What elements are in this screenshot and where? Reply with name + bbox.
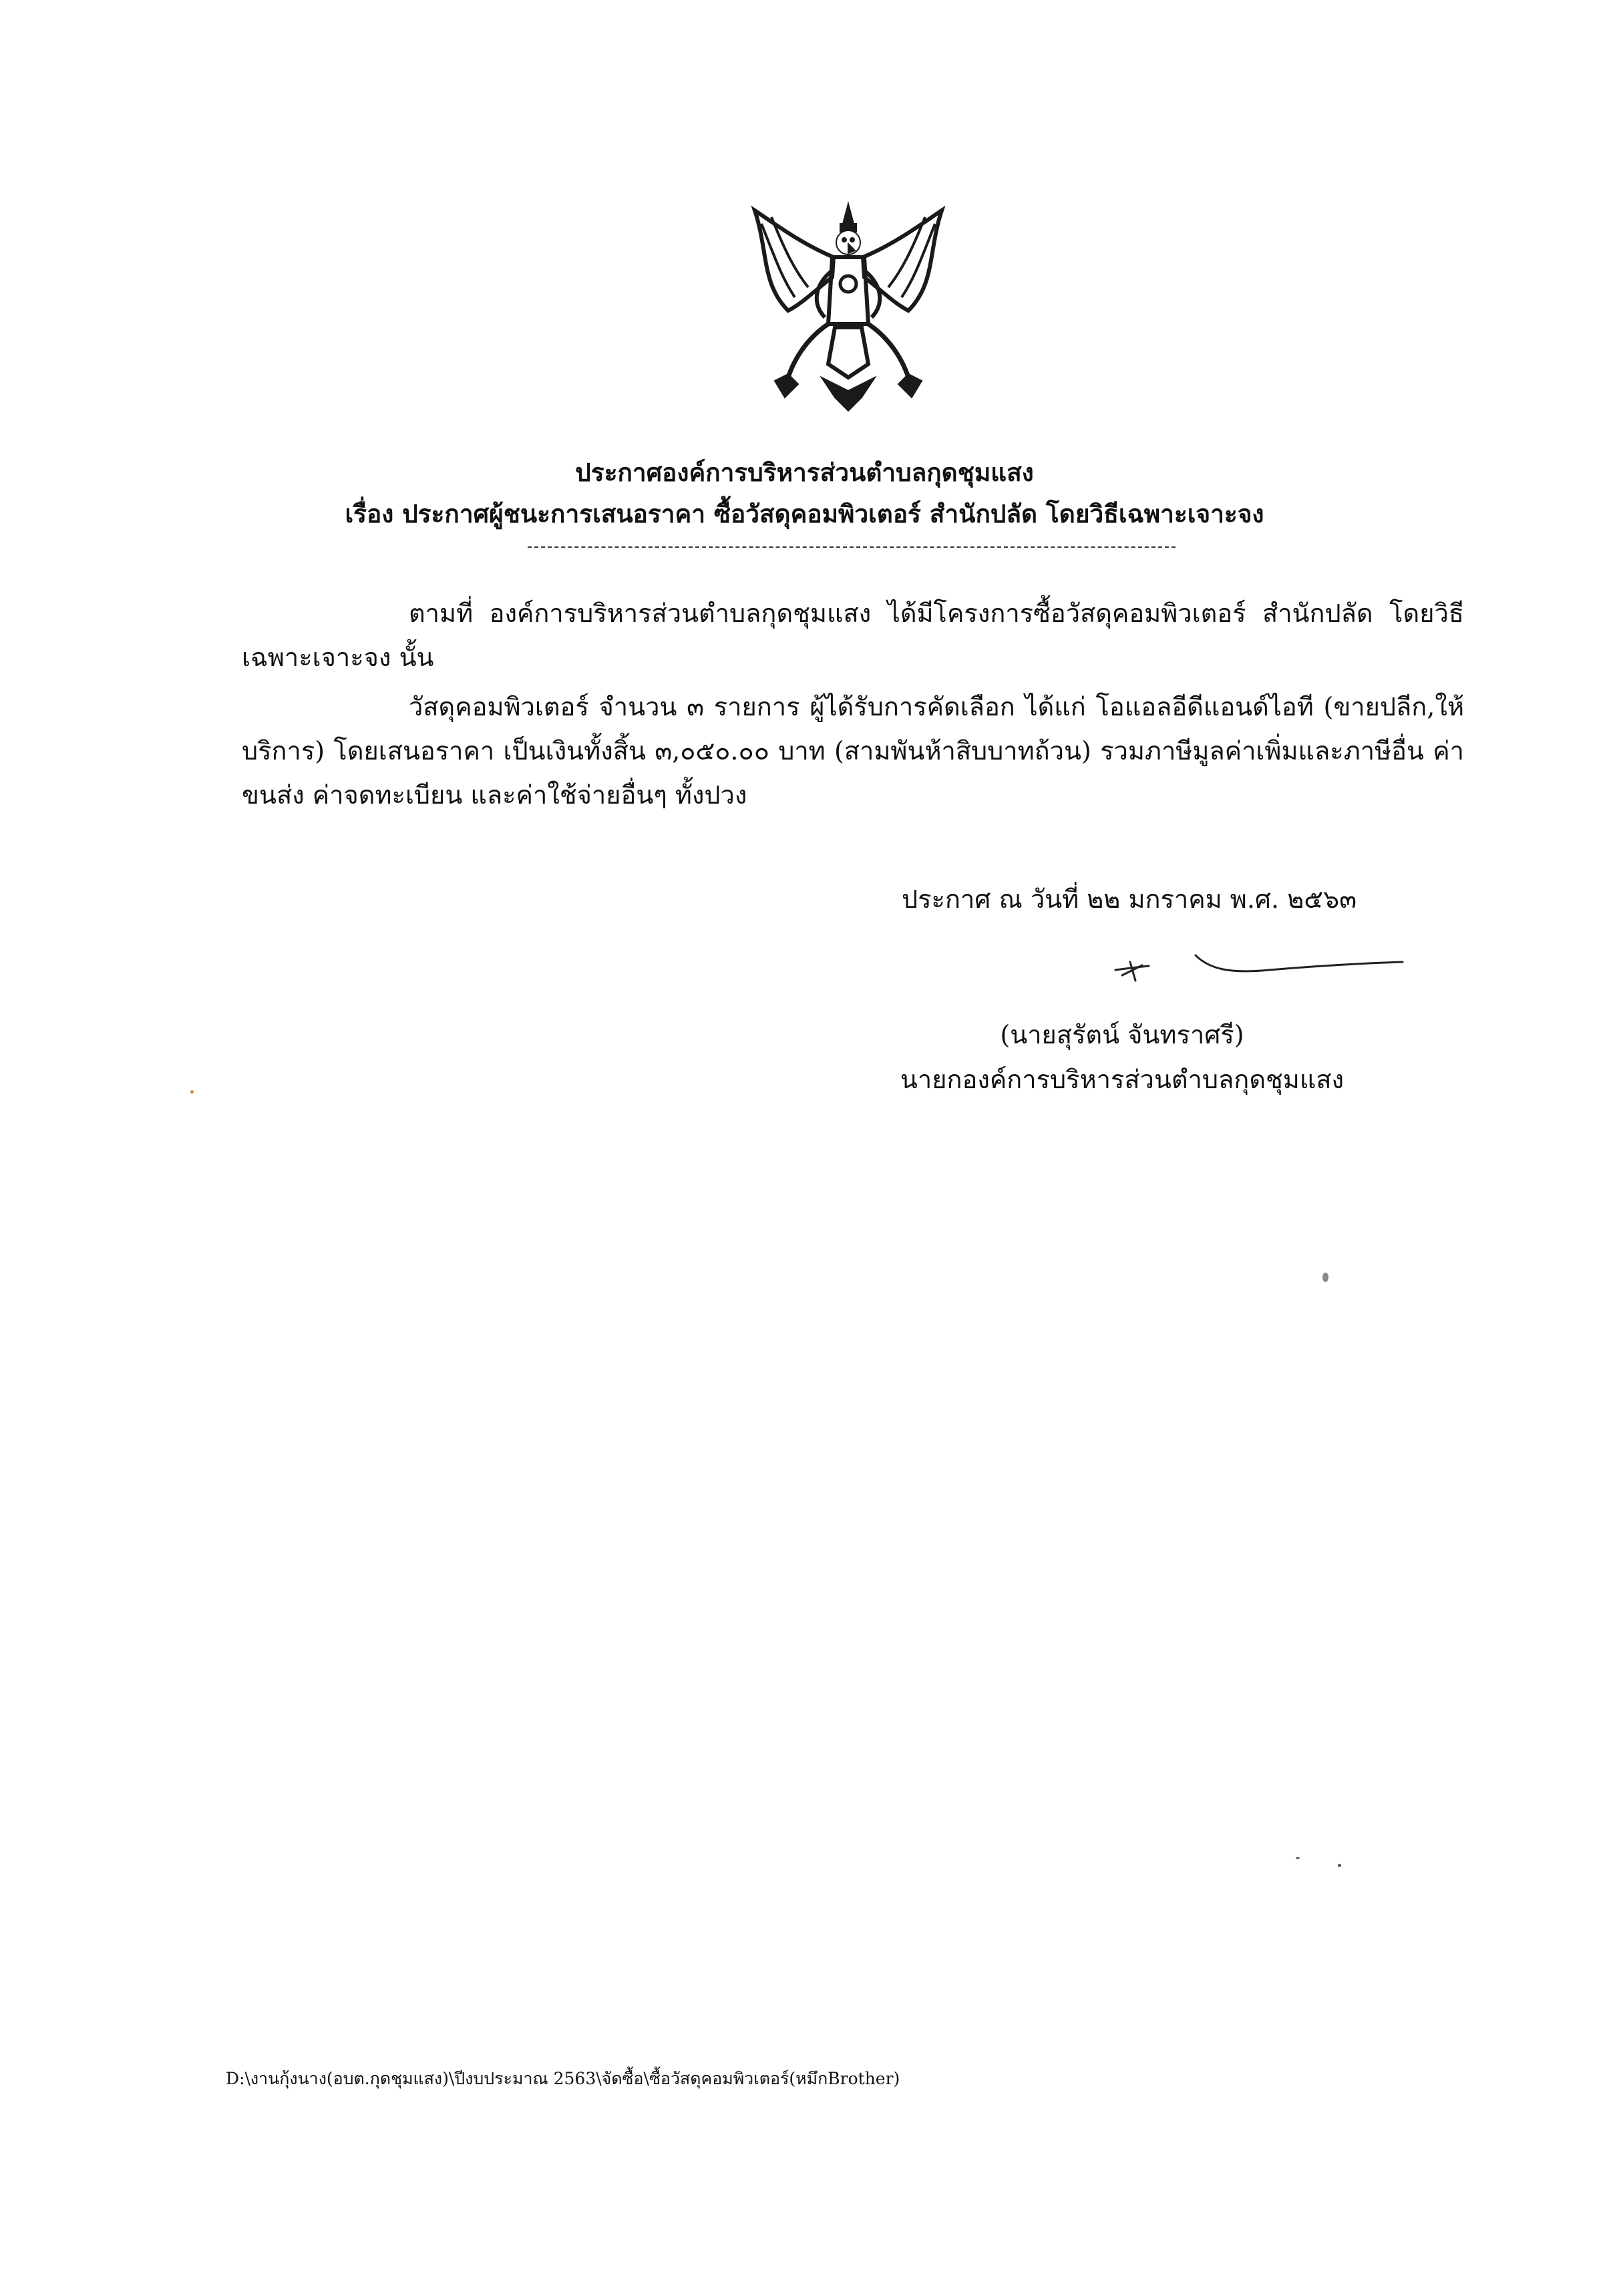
scan-speck	[1338, 1864, 1341, 1867]
body-paragraph-2	[242, 685, 1464, 817]
body-paragraph-2-text: วัสดุคอมพิวเตอร์ จำนวน ๓ รายการ ผู้ได้รับการคัดเลือก ได้แก่ โอแอลอีดีแอนด์ไอที (ขายปลีก,ให้บริการ) โดยเสนอราคา เป็นเงินทั้งสิ้น ๓,๐๕๐.๐๐ บาท (สามพันห้าสิบบาทถ้วน) รวมภาษีมูลค่าเพิ่มและภาษีอื่น ค่าขนส่ง ค่าจดทะเบียน และค่าใช้จ่ายอื่นๆ ทั้งปวง	[242, 692, 1464, 810]
signatory-position: นายกองค์การบริหารส่วนตำบลกุดชุมแสง	[900, 1065, 1345, 1094]
announcement-title: ประกาศองค์การบริหารส่วนตำบลกุดชุมแสง	[575, 458, 1034, 487]
scan-speck	[190, 1090, 194, 1094]
signatory-name: (นายสุรัตน์ จันทราศรี)	[1000, 1020, 1244, 1049]
title-divider	[528, 546, 1176, 548]
footer-file-path: D:\งานกุ้งนาง(อบต.กุดชุมแสง)\ปีงบประมาณ 2563\จัดซื้อ\ซื้อวัสดุคอมพิวเตอร์(หมึกBrother)	[226, 2069, 900, 2088]
body-paragraph-1	[242, 591, 1464, 679]
scan-speck	[1322, 1273, 1328, 1282]
handwritten-signature-icon	[1095, 942, 1409, 995]
announcement-subject: เรื่อง ประกาศผู้ชนะการเสนอราคา ซื้อวัสดุคอมพิวเตอร์ สำนักปลัด โดยวิธีเฉพาะเจาะจง	[345, 499, 1264, 528]
body-paragraph-1-text: ตามที่ องค์การบริหารส่วนตำบลกุดชุมแสง ได้มีโครงการซื้อวัสดุคอมพิวเตอร์ สำนักปลัด โดยวิธีเฉพาะเจาะจง นั้น	[242, 599, 1464, 672]
garuda-emblem-icon	[748, 197, 948, 418]
scan-speck	[1296, 1857, 1300, 1859]
announcement-date: ประกาศ ณ วันที่ ๒๒ มกราคม พ.ศ. ๒๕๖๓	[902, 884, 1357, 914]
